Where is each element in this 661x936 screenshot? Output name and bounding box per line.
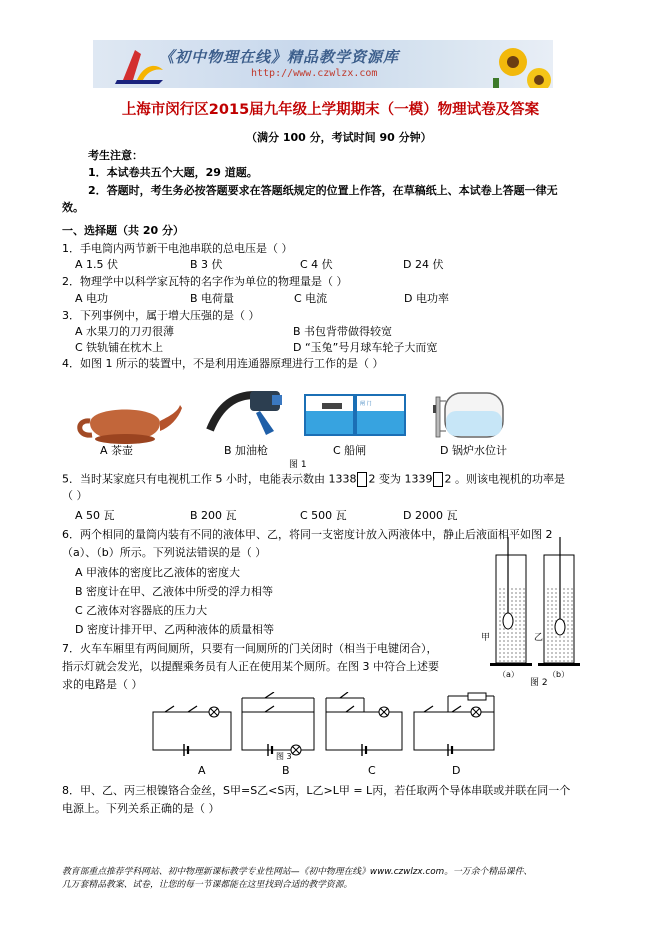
q6-option-b: B 密度计在甲、乙液体中所受的浮力相等 bbox=[75, 585, 274, 598]
fig3-label-c: C bbox=[368, 764, 376, 777]
notice-heading: 考生注意： bbox=[88, 149, 143, 162]
q6-stem-1: 6．两个相同的量筒内装有不同的液体甲、乙，将同一支密度计放入两液体中，静止后液面相平如图 2 bbox=[62, 528, 553, 541]
cylinder-b-icon bbox=[538, 537, 580, 666]
cylinder-a-icon bbox=[490, 537, 532, 666]
q5-option-a: A 50 瓦 bbox=[75, 509, 115, 522]
lock-gate-text: 闸 门 bbox=[360, 401, 372, 407]
q3-option-c: C 铁轨铺在枕木上 bbox=[75, 341, 164, 354]
notice-line-2b: 效。 bbox=[62, 201, 84, 214]
notice-line-2: 2．答题时，考生务必按答题要求在答题纸规定的位置上作答，在草稿纸上、本试卷上答题一律无 bbox=[88, 184, 558, 197]
q7-stem-1: 7．火车车厢里有两间厕所，只要有一间厕所的门关闭时（相当于电键闭合）， bbox=[62, 642, 438, 655]
q2-option-b: B 电荷量 bbox=[190, 292, 235, 305]
fig1-label-d: D 锅炉水位计 bbox=[440, 444, 507, 457]
fig2-label-a: （a） bbox=[498, 670, 519, 679]
figure-3 bbox=[150, 692, 500, 762]
figure-2 bbox=[478, 535, 588, 685]
fig3-label-d: D bbox=[452, 764, 461, 777]
fig1-label-a: A 茶壶 bbox=[100, 444, 134, 457]
fig2-label-b: （b） bbox=[548, 670, 570, 679]
q1-option-c: C 4 伏 bbox=[300, 258, 333, 271]
q2-option-d: D 电功率 bbox=[404, 292, 449, 305]
fig3-caption: 图 3 bbox=[276, 752, 292, 761]
fig3-label-a: A bbox=[198, 764, 206, 777]
q1-stem: 1．手电筒内两节新干电池串联的总电压是（ ） bbox=[62, 242, 293, 255]
fig1-label-b: B 加油枪 bbox=[224, 444, 269, 457]
fig1-label-c: C 船闸 bbox=[333, 444, 367, 457]
q7-stem-3: 求的电路是（ ） bbox=[62, 678, 143, 691]
q2-stem: 2．物理学中以科学家瓦特的名字作为单位的物理量是（ ） bbox=[62, 275, 348, 288]
q2-option-a: A 电功 bbox=[75, 292, 109, 305]
meter-digit-box bbox=[433, 472, 443, 487]
q1-option-b: B 3 伏 bbox=[190, 258, 223, 271]
footer-line-1: 教育部重点推荐学科网站、初中物理新课标教学专业性网站—《初中物理在线》www.czwlzx.com。一万余个精品课件、 bbox=[62, 867, 533, 877]
circuit-d-icon bbox=[414, 693, 494, 756]
q5-option-d: D 2000 瓦 bbox=[403, 509, 458, 522]
fuel-nozzle-icon bbox=[210, 391, 282, 435]
fig2-label-yi: 乙 bbox=[534, 633, 544, 643]
q5-stem: 5．当时某家庭只有电视机工作 5 小时，电能表示数由 1338 2 变为 1339 2 。则该电视机的功率是 bbox=[62, 472, 565, 486]
q6-option-d: D 密度计排开甲、乙两种液体的质量相等 bbox=[75, 623, 274, 636]
q3-option-a: A 水果刀的刀刃很薄 bbox=[75, 325, 175, 338]
q5-option-b: B 200 瓦 bbox=[190, 509, 237, 522]
q5-option-c: C 500 瓦 bbox=[300, 509, 347, 522]
q1-option-a: A 1.5 伏 bbox=[75, 258, 119, 271]
fig2-label-jia: 甲 bbox=[481, 633, 491, 643]
meter-digit-box bbox=[357, 472, 367, 487]
section-heading: 一、选择题（共 20 分） bbox=[62, 224, 184, 237]
banner-url[interactable]: http://www.czwlzx.com bbox=[251, 68, 378, 79]
boiler-gauge-icon bbox=[433, 393, 503, 437]
teapot-icon bbox=[80, 405, 182, 444]
notice-line-1: 1．本试卷共五个大题，29 道题。 bbox=[88, 166, 258, 179]
fig1-caption: 图 1 bbox=[289, 460, 307, 470]
q3-option-d: D “玉兔”号月球车轮子大而宽 bbox=[293, 341, 438, 354]
q6-option-c: C 乙液体对容器底的压力大 bbox=[75, 604, 208, 617]
header-banner bbox=[93, 40, 553, 88]
fig2-caption: 图 2 bbox=[530, 678, 548, 688]
q3-option-b: B 书包背带做得较宽 bbox=[293, 325, 393, 338]
q6-stem-2: （a）、（b）所示。下列说法错误的是（ ） bbox=[62, 546, 267, 559]
page-footer bbox=[62, 866, 602, 892]
q8-stem-2: 电源上。下列关系正确的是（ ） bbox=[62, 802, 220, 815]
ship-lock-icon bbox=[305, 395, 405, 435]
q2-option-c: C 电流 bbox=[294, 292, 328, 305]
q6-option-a: A 甲液体的密度比乙液体的密度大 bbox=[75, 566, 241, 579]
circuit-b-icon bbox=[242, 692, 314, 756]
banner-title: 《初中物理在线》精品教学资源库 bbox=[159, 48, 400, 66]
circuit-c-icon bbox=[326, 692, 402, 756]
q8-stem-1: 8．甲、乙、丙三根镍铬合金丝，S甲=S乙<S丙，L乙>L甲 = L丙，若任取两个导体串联或并联在同一个 bbox=[62, 784, 571, 797]
q4-stem: 4．如图 1 所示的装置中，不是利用连通器原理进行工作的是（ ） bbox=[62, 357, 384, 370]
q3-stem: 3．下列事例中，属于增大压强的是（ ） bbox=[62, 309, 260, 322]
q5-stem-blank: （ ） bbox=[62, 489, 88, 502]
exam-info: （满分 100 分，考试时间 90 分钟） bbox=[246, 131, 432, 144]
q7-stem-2: 指示灯就会发光，以提醒乘务员有人正在使用某个厕所。在图 3 中符合上述要 bbox=[62, 660, 439, 673]
fig3-label-b: B bbox=[282, 764, 290, 777]
q1-option-d: D 24 伏 bbox=[403, 258, 444, 271]
circuit-a-icon bbox=[153, 706, 231, 756]
footer-line-2: 几万套精品教案、试卷，让您的每一节课都能在这里找到合适的教学资源。 bbox=[62, 880, 353, 890]
document-title: 上海市闵行区2015届九年级上学期期末（一模）物理试卷及答案 bbox=[121, 102, 540, 118]
